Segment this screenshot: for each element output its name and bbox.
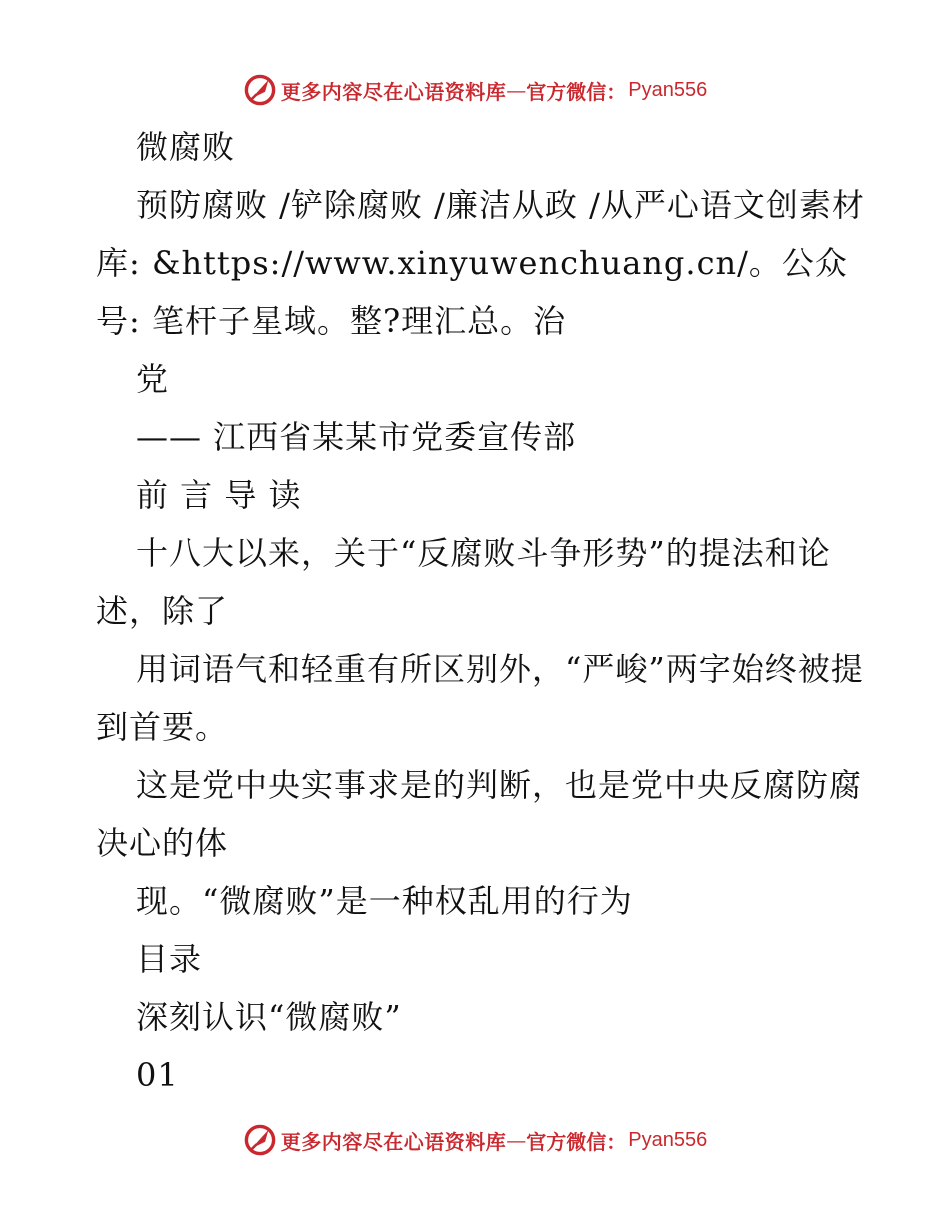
footer-banner	[0, 1120, 950, 1160]
doc-paragraph: 十八大以来，关于“反腐败斗争形势”的提法和论述，除了	[96, 534, 831, 630]
doc-paragraph: 用词语气和轻重有所区别外，“严峻”两字始终被提到首要。	[96, 650, 864, 746]
doc-title: 微腐败	[136, 128, 236, 166]
doc-heading: 前 言 导 读	[136, 476, 302, 514]
doc-paragraph: 深刻认识“微腐败”	[136, 998, 402, 1036]
doc-paragraph: 党	[136, 360, 170, 398]
document-body	[96, 118, 866, 1104]
banner-dash: —	[506, 78, 527, 102]
quill-logo-icon	[243, 1123, 277, 1157]
banner-brand: 更多内容尽在心语资料库	[280, 1129, 507, 1154]
banner-wechat-label: 官方微信：	[526, 79, 627, 104]
doc-paragraph: 这是党中央实事求是的判断，也是党中央反腐防腐决心的体	[96, 766, 863, 862]
doc-paragraph: 01	[136, 1056, 179, 1094]
quill-logo-icon	[243, 73, 277, 107]
banner-wechat-id: Pyan556	[628, 1128, 708, 1151]
doc-paragraph: 现。“微腐败”是一种权乱用的行为	[136, 882, 633, 920]
doc-heading: 目录	[136, 940, 203, 978]
doc-paragraph: 预防腐败 /铲除腐败 /廉洁从政 /从严心语文创素材库: &https://www.xinyuwenchuang.cn/。公众号: 笔杆子星域。整?理汇总。治	[96, 186, 865, 340]
banner-wechat-id: Pyan556	[628, 78, 708, 101]
banner-brand: 更多内容尽在心语资料库	[280, 79, 507, 104]
banner-dash: —	[506, 1128, 527, 1152]
header-banner	[0, 70, 950, 110]
doc-paragraph: —— 江西省某某市党委宣传部	[136, 418, 577, 456]
banner-wechat-label: 官方微信：	[526, 1129, 627, 1154]
